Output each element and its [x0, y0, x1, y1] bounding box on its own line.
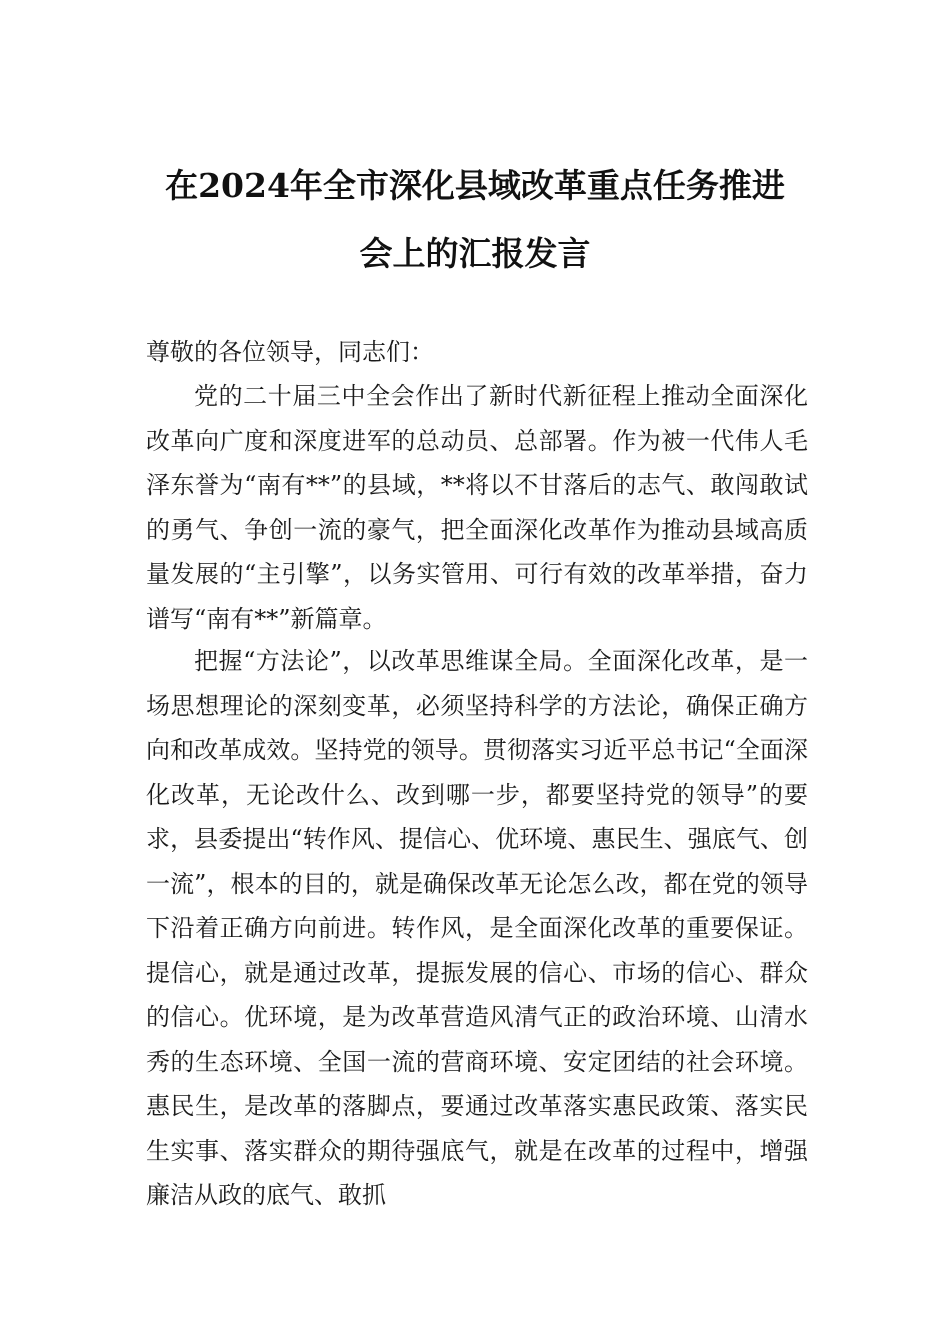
paragraph-1: 党的二十届三中全会作出了新时代新征程上推动全面深化改革向广度和深度进军的总动员、总部署。作为被一代伟人毛泽东誉为“南有**”的县域，**将以不甘落后的志气、敢闯敢试的勇气、争创一流的豪气，把全面深化改革作为推动县域高质量发展的“主引擎”，以务实管用、可行有效的改革举措，奋力谱写“南有**”新篇章。 — [146, 382, 808, 633]
document-title-line-2: 会上的汇报发言 — [359, 234, 591, 273]
document-title-line-1: 在2024年全市深化县域改革重点任务推进 — [165, 166, 785, 205]
paragraph-2: 把握“方法论”，以改革思维谋全局。全面深化改革，是一场思想理论的深刻变革，必须坚持科学的方法论，确保正确方向和改革成效。坚持党的领导。贯彻落实习近平总书记“全面深化改革，无论改什么、改到哪一步，都要坚持党的领导”的要求，县委提出“转作风、提信心、优环境、惠民生、强底气、创一流”，根本的目的，就是确保改革无论怎么改，都在党的领导下沿着正确方向前进。转作风，是全面深化改革的重要保证。提信心，就是通过改革，提振发展的信心、市场的信心、群众的信心。优环境，是为改革营造风清气正的政治环境、山清水秀的生态环境、全国一流的营商环境、安定团结的社会环境。惠民生，是改革的落脚点，要通过改革落实惠民政策、落实民生实事、落实群众的期待强底气，就是在改革的过程中，增强廉洁从政的底气、敢抓 — [146, 647, 808, 1209]
salutation: 尊敬的各位领导，同志们： — [146, 338, 434, 366]
